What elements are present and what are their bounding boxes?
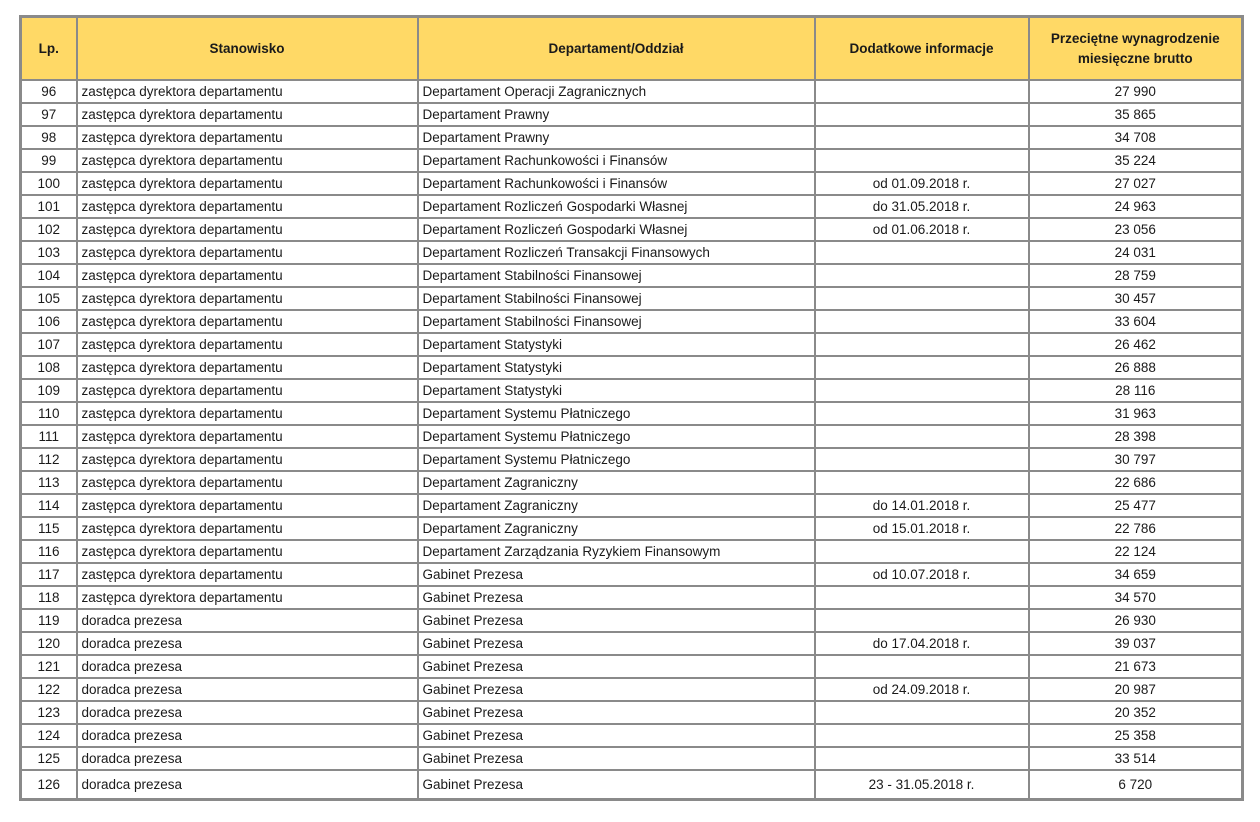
cell-stanowisko: zastępca dyrektora departamentu	[77, 586, 418, 609]
cell-salary: 28 398	[1029, 425, 1243, 448]
cell-departament: Departament Statystyki	[418, 379, 815, 402]
cell-info	[815, 540, 1029, 563]
cell-info	[815, 310, 1029, 333]
cell-info	[815, 149, 1029, 172]
cell-salary: 34 659	[1029, 563, 1243, 586]
cell-info	[815, 609, 1029, 632]
table-row	[21, 540, 1243, 563]
cell-lp: 106	[21, 310, 77, 333]
cell-salary: 26 930	[1029, 609, 1243, 632]
table-row	[21, 609, 1243, 632]
cell-salary: 33 604	[1029, 310, 1243, 333]
cell-stanowisko: zastępca dyrektora departamentu	[77, 425, 418, 448]
cell-departament: Departament Systemu Płatniczego	[418, 448, 815, 471]
cell-info	[815, 471, 1029, 494]
table-row	[21, 80, 1243, 103]
cell-stanowisko: doradca prezesa	[77, 609, 418, 632]
table-row	[21, 149, 1243, 172]
cell-salary: 26 888	[1029, 356, 1243, 379]
cell-salary: 24 031	[1029, 241, 1243, 264]
cell-departament: Departament Rozliczeń Transakcji Finansowych	[418, 241, 815, 264]
cell-departament: Departament Systemu Płatniczego	[418, 402, 815, 425]
cell-lp: 104	[21, 264, 77, 287]
cell-lp: 118	[21, 586, 77, 609]
header-dodatkowe: Dodatkowe informacje	[815, 17, 1029, 81]
cell-salary: 27 027	[1029, 172, 1243, 195]
cell-info	[815, 425, 1029, 448]
table-row	[21, 287, 1243, 310]
cell-lp: 98	[21, 126, 77, 149]
cell-departament: Gabinet Prezesa	[418, 701, 815, 724]
cell-salary: 20 987	[1029, 678, 1243, 701]
cell-salary: 25 477	[1029, 494, 1243, 517]
cell-departament: Gabinet Prezesa	[418, 747, 815, 770]
cell-salary: 21 673	[1029, 655, 1243, 678]
cell-stanowisko: zastępca dyrektora departamentu	[77, 379, 418, 402]
cell-departament: Departament Rachunkowości i Finansów	[418, 172, 815, 195]
cell-stanowisko: doradca prezesa	[77, 678, 418, 701]
cell-stanowisko: zastępca dyrektora departamentu	[77, 494, 418, 517]
cell-lp: 114	[21, 494, 77, 517]
cell-stanowisko: doradca prezesa	[77, 701, 418, 724]
table-row	[21, 310, 1243, 333]
cell-info	[815, 724, 1029, 747]
cell-lp: 110	[21, 402, 77, 425]
cell-stanowisko: zastępca dyrektora departamentu	[77, 103, 418, 126]
table-row	[21, 402, 1243, 425]
cell-departament: Departament Zagraniczny	[418, 471, 815, 494]
cell-info	[815, 126, 1029, 149]
cell-lp: 103	[21, 241, 77, 264]
cell-departament: Gabinet Prezesa	[418, 655, 815, 678]
header-lp: Lp.	[21, 17, 77, 81]
cell-stanowisko: zastępca dyrektora departamentu	[77, 172, 418, 195]
cell-info	[815, 287, 1029, 310]
cell-info: od 10.07.2018 r.	[815, 563, 1029, 586]
header-departament: Departament/Oddział	[418, 17, 815, 81]
cell-lp: 113	[21, 471, 77, 494]
cell-lp: 120	[21, 632, 77, 655]
cell-stanowisko: doradca prezesa	[77, 747, 418, 770]
table-row	[21, 126, 1243, 149]
cell-stanowisko: zastępca dyrektora departamentu	[77, 517, 418, 540]
header-stanowisko: Stanowisko	[77, 17, 418, 81]
cell-salary: 26 462	[1029, 333, 1243, 356]
cell-departament: Gabinet Prezesa	[418, 632, 815, 655]
cell-info: od 24.09.2018 r.	[815, 678, 1029, 701]
cell-departament: Departament Zarządzania Ryzykiem Finansowym	[418, 540, 815, 563]
cell-stanowisko: doradca prezesa	[77, 632, 418, 655]
cell-departament: Departament Stabilności Finansowej	[418, 310, 815, 333]
cell-salary: 24 963	[1029, 195, 1243, 218]
table-row	[21, 586, 1243, 609]
cell-lp: 109	[21, 379, 77, 402]
cell-salary: 33 514	[1029, 747, 1243, 770]
cell-salary: 20 352	[1029, 701, 1243, 724]
table-row	[21, 103, 1243, 126]
cell-salary: 31 963	[1029, 402, 1243, 425]
cell-departament: Departament Operacji Zagranicznych	[418, 80, 815, 103]
cell-lp: 112	[21, 448, 77, 471]
cell-lp: 121	[21, 655, 77, 678]
table-row	[21, 655, 1243, 678]
cell-info	[815, 747, 1029, 770]
table-row	[21, 678, 1243, 701]
cell-lp: 100	[21, 172, 77, 195]
table-row	[21, 333, 1243, 356]
cell-departament: Departament Prawny	[418, 103, 815, 126]
cell-info	[815, 379, 1029, 402]
cell-lp: 99	[21, 149, 77, 172]
header-wynagrodzenie	[1029, 17, 1243, 81]
cell-lp: 122	[21, 678, 77, 701]
cell-info: 23 - 31.05.2018 r.	[815, 770, 1029, 800]
cell-info: od 01.09.2018 r.	[815, 172, 1029, 195]
cell-stanowisko: zastępca dyrektora departamentu	[77, 195, 418, 218]
cell-salary: 22 686	[1029, 471, 1243, 494]
table-row	[21, 195, 1243, 218]
cell-lp: 96	[21, 80, 77, 103]
table-row	[21, 241, 1243, 264]
cell-stanowisko: zastępca dyrektora departamentu	[77, 241, 418, 264]
cell-stanowisko: zastępca dyrektora departamentu	[77, 287, 418, 310]
cell-salary: 25 358	[1029, 724, 1243, 747]
cell-departament: Departament Rozliczeń Gospodarki Własnej	[418, 218, 815, 241]
cell-lp: 119	[21, 609, 77, 632]
cell-stanowisko: zastępca dyrektora departamentu	[77, 126, 418, 149]
cell-stanowisko: zastępca dyrektora departamentu	[77, 356, 418, 379]
cell-stanowisko: zastępca dyrektora departamentu	[77, 310, 418, 333]
cell-info	[815, 241, 1029, 264]
cell-departament: Departament Rozliczeń Gospodarki Własnej	[418, 195, 815, 218]
cell-departament: Departament Rachunkowości i Finansów	[418, 149, 815, 172]
cell-info	[815, 103, 1029, 126]
cell-salary: 35 224	[1029, 149, 1243, 172]
table-row	[21, 494, 1243, 517]
cell-info	[815, 448, 1029, 471]
table-row	[21, 264, 1243, 287]
cell-lp: 117	[21, 563, 77, 586]
cell-departament: Gabinet Prezesa	[418, 770, 815, 800]
cell-departament: Gabinet Prezesa	[418, 609, 815, 632]
table-row	[21, 448, 1243, 471]
table-row	[21, 563, 1243, 586]
cell-salary: 39 037	[1029, 632, 1243, 655]
cell-lp: 101	[21, 195, 77, 218]
table-row	[21, 770, 1243, 800]
cell-lp: 116	[21, 540, 77, 563]
cell-info	[815, 402, 1029, 425]
cell-departament: Departament Zagraniczny	[418, 517, 815, 540]
table-row	[21, 218, 1243, 241]
cell-departament: Departament Systemu Płatniczego	[418, 425, 815, 448]
cell-stanowisko: zastępca dyrektora departamentu	[77, 333, 418, 356]
cell-salary: 30 797	[1029, 448, 1243, 471]
cell-info: do 17.04.2018 r.	[815, 632, 1029, 655]
cell-salary: 34 570	[1029, 586, 1243, 609]
cell-info: od 01.06.2018 r.	[815, 218, 1029, 241]
cell-lp: 107	[21, 333, 77, 356]
cell-salary: 28 116	[1029, 379, 1243, 402]
table-row	[21, 425, 1243, 448]
cell-info	[815, 655, 1029, 678]
cell-departament: Gabinet Prezesa	[418, 678, 815, 701]
table-row	[21, 632, 1243, 655]
cell-salary: 22 786	[1029, 517, 1243, 540]
cell-lp: 111	[21, 425, 77, 448]
table-row	[21, 701, 1243, 724]
table-row	[21, 172, 1243, 195]
table-row	[21, 517, 1243, 540]
cell-stanowisko: doradca prezesa	[77, 655, 418, 678]
cell-departament: Departament Stabilności Finansowej	[418, 287, 815, 310]
salary-table	[19, 15, 1244, 801]
cell-lp: 97	[21, 103, 77, 126]
cell-departament: Departament Zagraniczny	[418, 494, 815, 517]
cell-lp: 125	[21, 747, 77, 770]
cell-stanowisko: zastępca dyrektora departamentu	[77, 149, 418, 172]
cell-info	[815, 80, 1029, 103]
cell-stanowisko: zastępca dyrektora departamentu	[77, 264, 418, 287]
cell-stanowisko: zastępca dyrektora departamentu	[77, 402, 418, 425]
table-row	[21, 356, 1243, 379]
cell-stanowisko: zastępca dyrektora departamentu	[77, 218, 418, 241]
cell-lp: 102	[21, 218, 77, 241]
cell-stanowisko: zastępca dyrektora departamentu	[77, 448, 418, 471]
cell-salary: 35 865	[1029, 103, 1243, 126]
cell-stanowisko: zastępca dyrektora departamentu	[77, 80, 418, 103]
cell-salary: 30 457	[1029, 287, 1243, 310]
cell-salary: 22 124	[1029, 540, 1243, 563]
header-wynagrodzenie-line2: miesięczne brutto	[1077, 50, 1193, 66]
cell-lp: 124	[21, 724, 77, 747]
cell-lp: 115	[21, 517, 77, 540]
cell-salary: 27 990	[1029, 80, 1243, 103]
table-row	[21, 379, 1243, 402]
cell-lp: 108	[21, 356, 77, 379]
table-row	[21, 747, 1243, 770]
cell-departament: Departament Prawny	[418, 126, 815, 149]
table-row	[21, 471, 1243, 494]
cell-departament: Gabinet Prezesa	[418, 563, 815, 586]
cell-stanowisko: doradca prezesa	[77, 770, 418, 800]
table-row	[21, 724, 1243, 747]
cell-info	[815, 333, 1029, 356]
cell-salary: 28 759	[1029, 264, 1243, 287]
cell-lp: 123	[21, 701, 77, 724]
cell-info	[815, 264, 1029, 287]
cell-stanowisko: zastępca dyrektora departamentu	[77, 563, 418, 586]
cell-info: do 14.01.2018 r.	[815, 494, 1029, 517]
cell-departament: Departament Stabilności Finansowej	[418, 264, 815, 287]
cell-stanowisko: zastępca dyrektora departamentu	[77, 540, 418, 563]
cell-info	[815, 586, 1029, 609]
cell-lp: 126	[21, 770, 77, 800]
table-header-row	[21, 17, 1243, 81]
cell-info: od 15.01.2018 r.	[815, 517, 1029, 540]
cell-salary: 6 720	[1029, 770, 1243, 800]
cell-departament: Gabinet Prezesa	[418, 724, 815, 747]
cell-salary: 34 708	[1029, 126, 1243, 149]
cell-salary: 23 056	[1029, 218, 1243, 241]
cell-departament: Gabinet Prezesa	[418, 586, 815, 609]
cell-info: do 31.05.2018 r.	[815, 195, 1029, 218]
cell-departament: Departament Statystyki	[418, 356, 815, 379]
cell-lp: 105	[21, 287, 77, 310]
cell-stanowisko: doradca prezesa	[77, 724, 418, 747]
cell-info	[815, 701, 1029, 724]
cell-departament: Departament Statystyki	[418, 333, 815, 356]
header-wynagrodzenie-line1: Przeciętne wynagrodzenie	[1050, 30, 1220, 46]
cell-info	[815, 356, 1029, 379]
cell-stanowisko: zastępca dyrektora departamentu	[77, 471, 418, 494]
